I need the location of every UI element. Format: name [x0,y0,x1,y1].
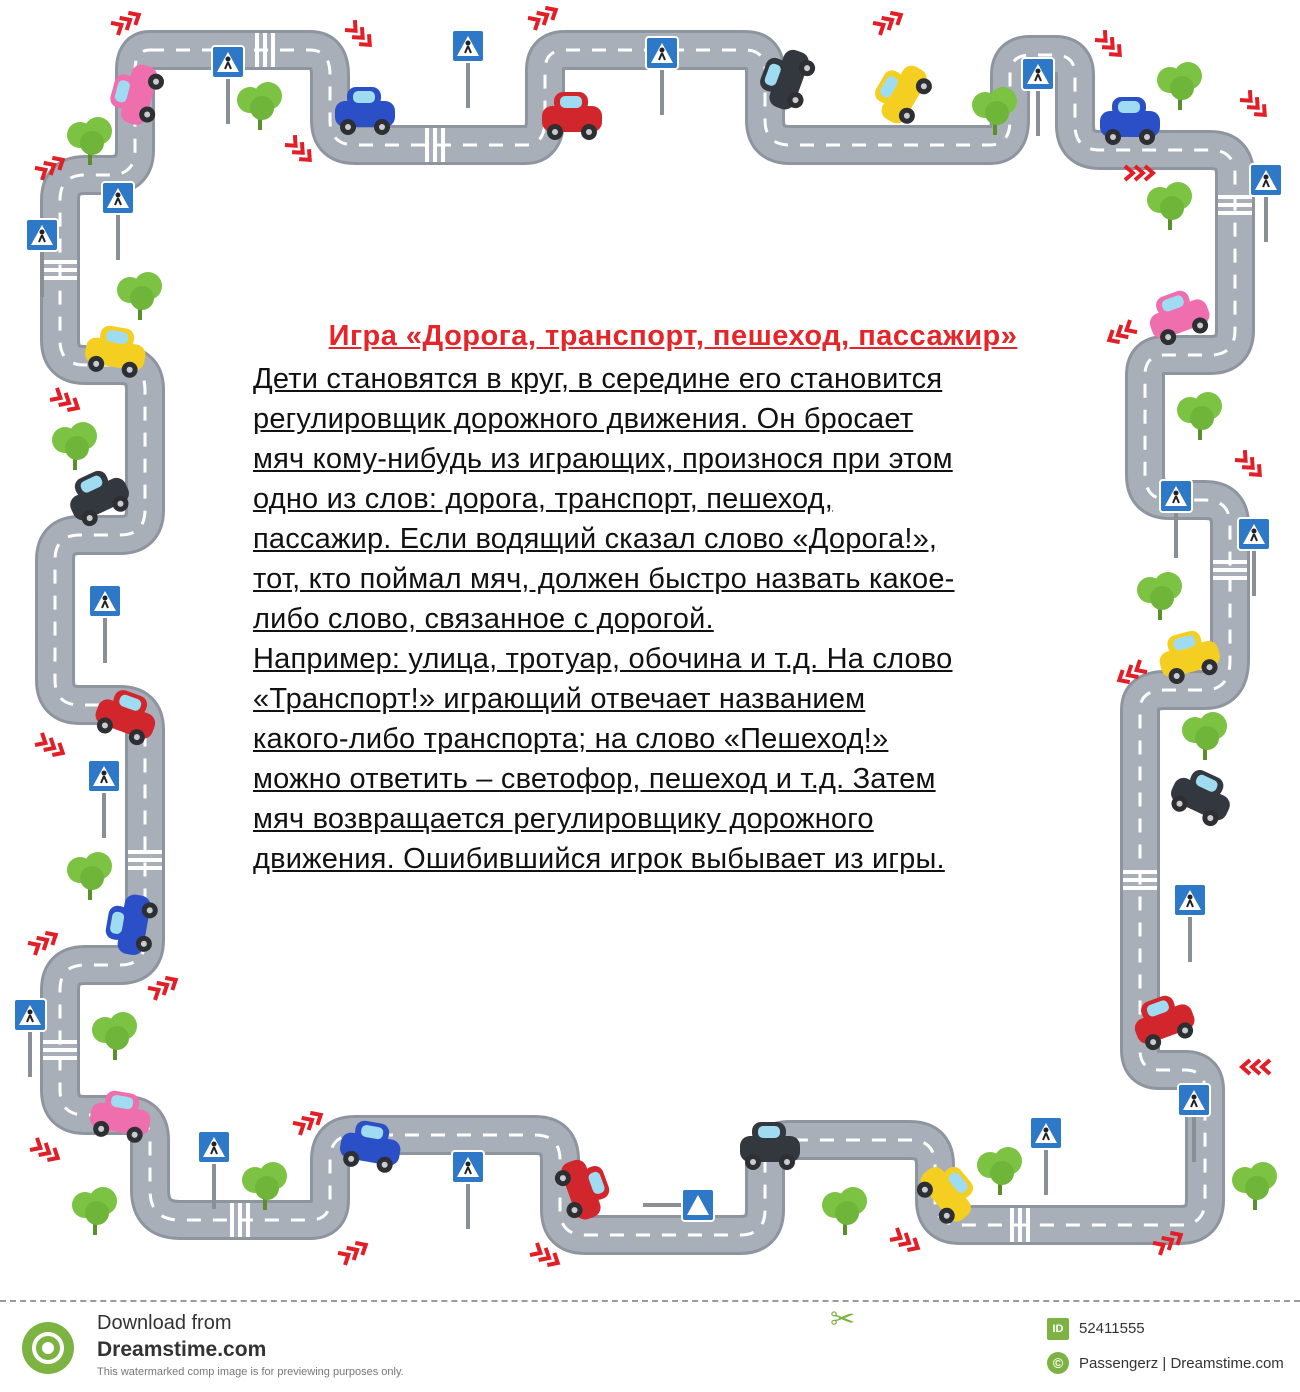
tree [1157,62,1202,110]
tree [1147,182,1192,230]
description-line: одно из слов: дорога, транспорт, пешеход, [253,483,834,515]
watermark-note: This watermarked comp image is for previewing purposes only. [97,1366,404,1378]
pedestrian-sign-icon [646,37,678,115]
pedestrian-sign-icon [89,585,121,663]
description-line: регулировщик дорожного движения. Он бросает [253,403,914,435]
pedestrian-sign-icon [452,1151,484,1229]
chevron-icon [1235,450,1265,480]
id-badge: ID [1047,1318,1069,1340]
tree [52,422,97,470]
chevron-icon [530,1243,561,1269]
description-line: пассажир. Если водящий сказал слово «Дорога!», [253,523,938,555]
chevron-icon [528,4,559,30]
tree [67,852,112,900]
description-line: Дети становятся в круг, в середине его становится [253,363,943,395]
chevron-icon [1242,1060,1270,1074]
description-line: мяч возвращается регулировщику дорожного [253,803,874,835]
tree [1177,392,1222,440]
chevron-icon [285,135,315,165]
watermark-footer [0,1300,1300,1392]
chevron-icon [30,1138,61,1164]
chevron-icon [111,9,142,35]
game-title: Игра «Дорога, транспорт, пешеход, пассажир» [328,320,1018,352]
description-line: мяч кому-нибудь из играющих, произнося при этом [253,443,953,475]
pedestrian-sign-icon [1174,884,1206,962]
description-line: какого-либо транспорта; на слово «Пешеход!» [253,723,889,755]
scissors-icon: ✂ [830,1303,856,1336]
yellow-car-top [866,55,938,131]
tree [822,1187,867,1235]
logo-dot [42,1342,54,1354]
chevron-icon [890,1228,921,1254]
tree [1182,712,1227,760]
chevron-icon [1240,90,1270,120]
pedestrian-sign-icon [198,1131,230,1209]
description-line: движения. Ошибившийся игрок выбывает из игры. [253,843,945,875]
chevron-icon [28,929,59,955]
download-site[interactable]: Dreamstime.com [97,1338,267,1361]
pedestrian-sign-icon [1030,1117,1062,1195]
pedestrian-sign-icon [212,46,244,124]
description-line: тот, кто поймал мяч, должен быстро назвать какое- [253,563,955,595]
download-label: Download from [97,1312,232,1334]
tree [92,1012,137,1060]
tree [117,272,162,320]
description-line: либо слово, связанное с дорогой. [253,603,714,635]
pedestrian-sign-icon [88,760,120,838]
pedestrian-sign-icon [452,30,484,108]
chevron-icon [35,733,66,759]
description-line: можно ответить – светофор, пешеход и т.д. Затем [253,763,936,795]
image-id: 52411555 [1079,1320,1145,1337]
chevron-icon [1095,30,1125,60]
author-credit[interactable]: Passengerz | Dreamstime.com [1079,1355,1284,1372]
description-line: Например: улица, тротуар, обочина и т.д. На слово [253,643,953,675]
tree [1232,1162,1277,1210]
chevron-icon [1125,166,1153,180]
chevron-icon [345,20,375,50]
dreamstime-logo-icon [22,1322,74,1374]
tree [1137,572,1182,620]
chevron-icon [148,974,179,1000]
tree [977,1147,1022,1195]
pedestrian-sign-icon [102,182,134,260]
chevron-icon [50,388,81,414]
copyright-icon: © [1047,1352,1069,1374]
chevron-icon [873,9,904,35]
description-line: «Транспорт!» играющий отвечает названием [253,683,866,715]
chevron-icon [338,1239,369,1265]
game-description [253,320,1093,879]
tree [72,1187,117,1235]
chevron-icon [1106,320,1137,346]
tree [237,82,282,130]
black-car-right [1164,762,1239,831]
